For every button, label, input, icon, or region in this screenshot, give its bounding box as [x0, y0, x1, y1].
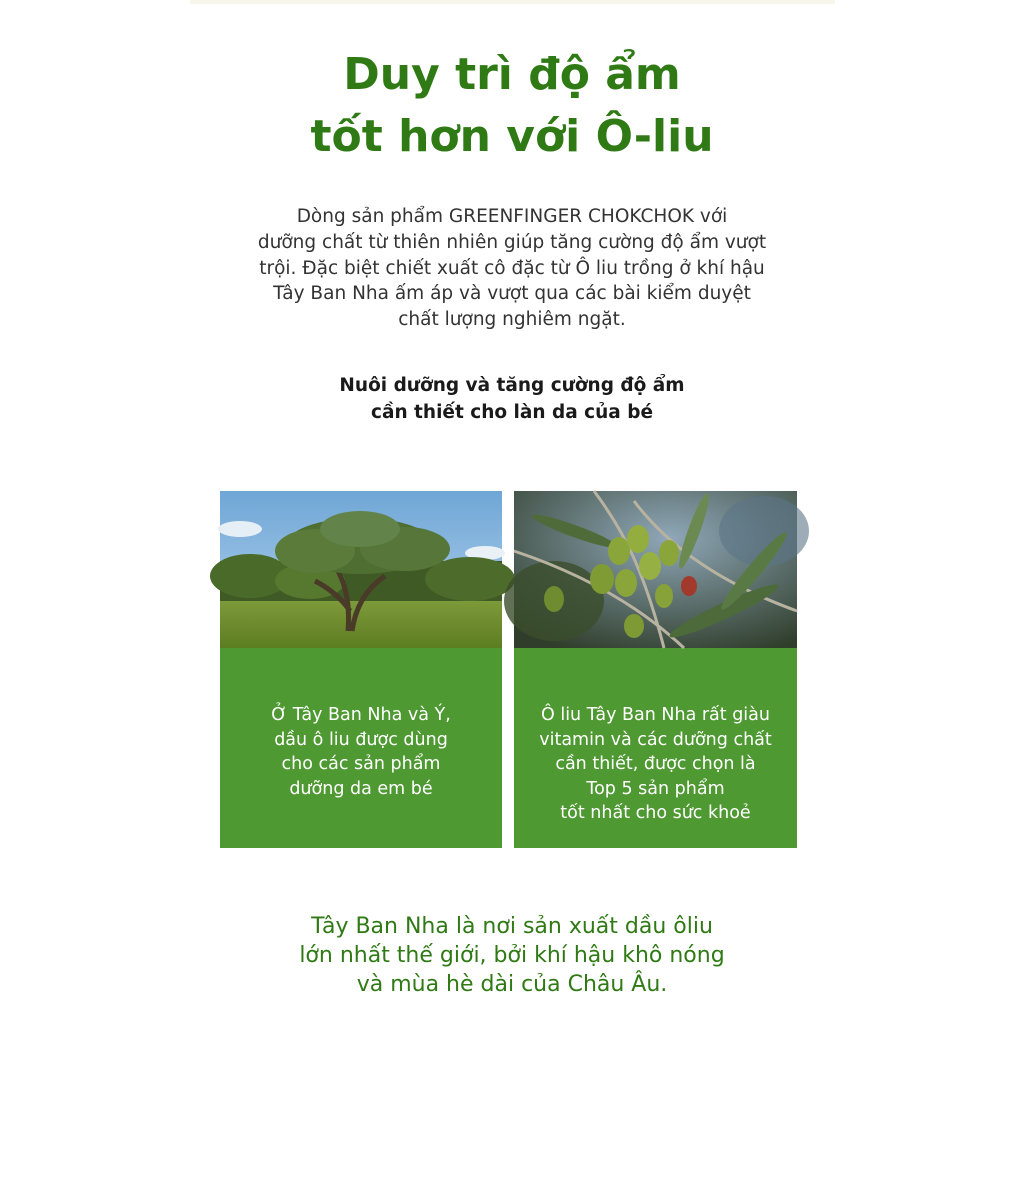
footer-line: Tây Ban Nha là nơi sản xuất dầu ôliu	[311, 914, 713, 939]
product-description	[212, 204, 812, 333]
card-text-line: dầu ô liu được dùng	[274, 729, 448, 750]
page-title	[0, 44, 1024, 168]
feature-card-02	[514, 491, 797, 1185]
card-text-line: cho các sản phẩm	[281, 754, 441, 775]
card-text-line: cần thiết, được chọn là	[555, 754, 756, 775]
description-line: Dòng sản phẩm GREENFINGER CHOKCHOK với	[296, 206, 728, 227]
card-number: 02	[642, 1163, 669, 1185]
description-line: dưỡng chất từ thiên nhiên giúp tăng cường độ ẩm vượt	[257, 231, 767, 253]
card-text-line: Top 5 sản phẩm	[586, 778, 725, 799]
description-line: Tây Ban Nha ấm áp và vượt qua các bài kiểm duyệt	[273, 283, 751, 305]
footer-statement	[0, 912, 1024, 999]
top-decorative-strip	[190, 0, 835, 4]
olive-tree-photo	[220, 491, 502, 648]
description-line: chất lượng nghiêm ngặt.	[398, 309, 626, 331]
footer-line: lớn nhất thế giới, bởi khí hậu khô nóng	[299, 943, 725, 968]
card-number: 01	[347, 1163, 375, 1185]
subheading-line: Nuôi dưỡng và tăng cường độ ẩm	[339, 375, 685, 396]
description-line: trội. Đặc biệt chiết xuất cô đặc từ Ô liu trồng ở khí hậu	[259, 257, 765, 279]
footer-line: và mùa hè dài của Châu Âu.	[356, 972, 668, 997]
olive-fruit-photo	[514, 491, 797, 648]
title-line: Duy trì độ ẩm	[343, 49, 681, 100]
card-text	[220, 703, 502, 801]
card-text	[514, 703, 797, 826]
card-text-line: vitamin và các dưỡng chất	[539, 729, 772, 750]
card-text-line: Ô liu Tây Ban Nha rất giàu	[541, 705, 770, 725]
card-text-line: tốt nhất cho sức khoẻ	[560, 803, 751, 824]
subheading	[212, 372, 812, 426]
card-text-line: dưỡng da em bé	[289, 778, 433, 799]
subheading-line: cần thiết cho làn da của bé	[371, 402, 653, 423]
card-text-line: Ở Tây Ban Nha và Ý,	[271, 705, 451, 725]
title-line: tốt hơn với Ô-liu	[310, 111, 714, 162]
feature-card-01	[220, 491, 502, 1185]
